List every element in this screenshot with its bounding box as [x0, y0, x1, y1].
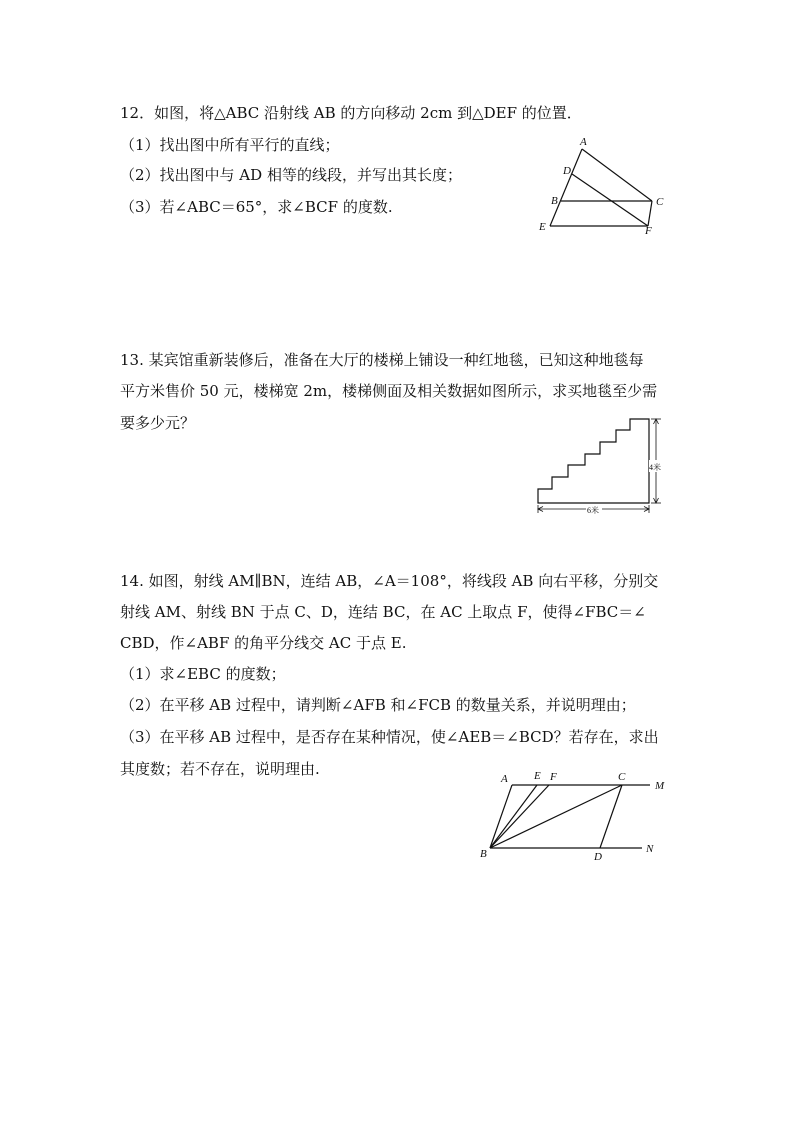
label-A: A [580, 136, 587, 148]
label-A: A [501, 773, 508, 785]
segment-BE [490, 785, 537, 848]
q14-part-3-cont: 其度数；若不存在，说明理由. [120, 760, 320, 778]
q12-part-1: （1）找出图中所有平行的直线； [120, 136, 340, 154]
q14-stem-line-1: 14. 如图，射线 AM∥BN，连结 AB，∠A＝108°，将线段 AB 向右平移，分别交 [120, 572, 659, 590]
q13-line-1: 13. 某宾馆重新装修后，准备在大厅的楼梯上铺设一种红地毯，已知这种地毯每 [120, 351, 644, 369]
segment-AC [582, 149, 652, 201]
q14-stem-line-2: 射线 AM、射线 BN 于点 C、D，连结 BC，在 AC 上取点 F，使得∠FBC＝∠ [120, 603, 646, 621]
label-B: B [551, 195, 558, 207]
label-F: F [550, 771, 557, 783]
label-B: B [480, 848, 487, 860]
q12-part-3: （3）若∠ABC＝65°，求∠BCF 的度数. [120, 198, 393, 216]
label-F: F [645, 225, 652, 237]
label-E: E [534, 770, 541, 782]
label-E: E [539, 221, 546, 233]
q14-part-3: （3）在平移 AB 过程中，是否存在某种情况，使∠AEB＝∠BCD？若存在，求出 [120, 728, 659, 746]
label-M: M [655, 780, 665, 792]
q14-part-1: （1）求∠EBC 的度数； [120, 665, 286, 683]
width-label: 6米 [587, 506, 599, 515]
q13-staircase-figure [530, 410, 670, 520]
label-N: N [646, 843, 654, 855]
label-D: D [594, 851, 602, 863]
segment-BF [490, 785, 549, 848]
q14-figure [470, 765, 685, 870]
segment-AE [550, 149, 582, 226]
label-C: C [618, 771, 626, 783]
q13-line-2: 平方米售价 50 元，楼梯宽 2m，楼梯侧面及相关数据如图所示，求买地毯至少需 [120, 382, 658, 400]
q12-stem: 12．如图，将△ABC 沿射线 AB 的方向移动 2cm 到△DEF 的位置． [120, 104, 582, 122]
segment-BC [490, 785, 622, 848]
q13-line-3: 要多少元？ [120, 414, 196, 432]
q14-stem-line-3: CBD，作∠ABF 的角平分线交 AC 于点 E. [120, 634, 407, 652]
label-C: C [656, 196, 664, 208]
segment-DF [572, 174, 648, 226]
q12-figure [530, 130, 680, 240]
segment-CF [648, 201, 652, 226]
height-label: 4米 [649, 463, 661, 472]
staircase-outline [538, 419, 649, 503]
q14-part-2: （2）在平移 AB 过程中，请判断∠AFB 和∠FCB 的数量关系，并说明理由； [120, 696, 636, 714]
label-D: D [563, 165, 571, 177]
q12-part-2: （2）找出图中与 AD 相等的线段，并写出其长度； [120, 166, 462, 184]
